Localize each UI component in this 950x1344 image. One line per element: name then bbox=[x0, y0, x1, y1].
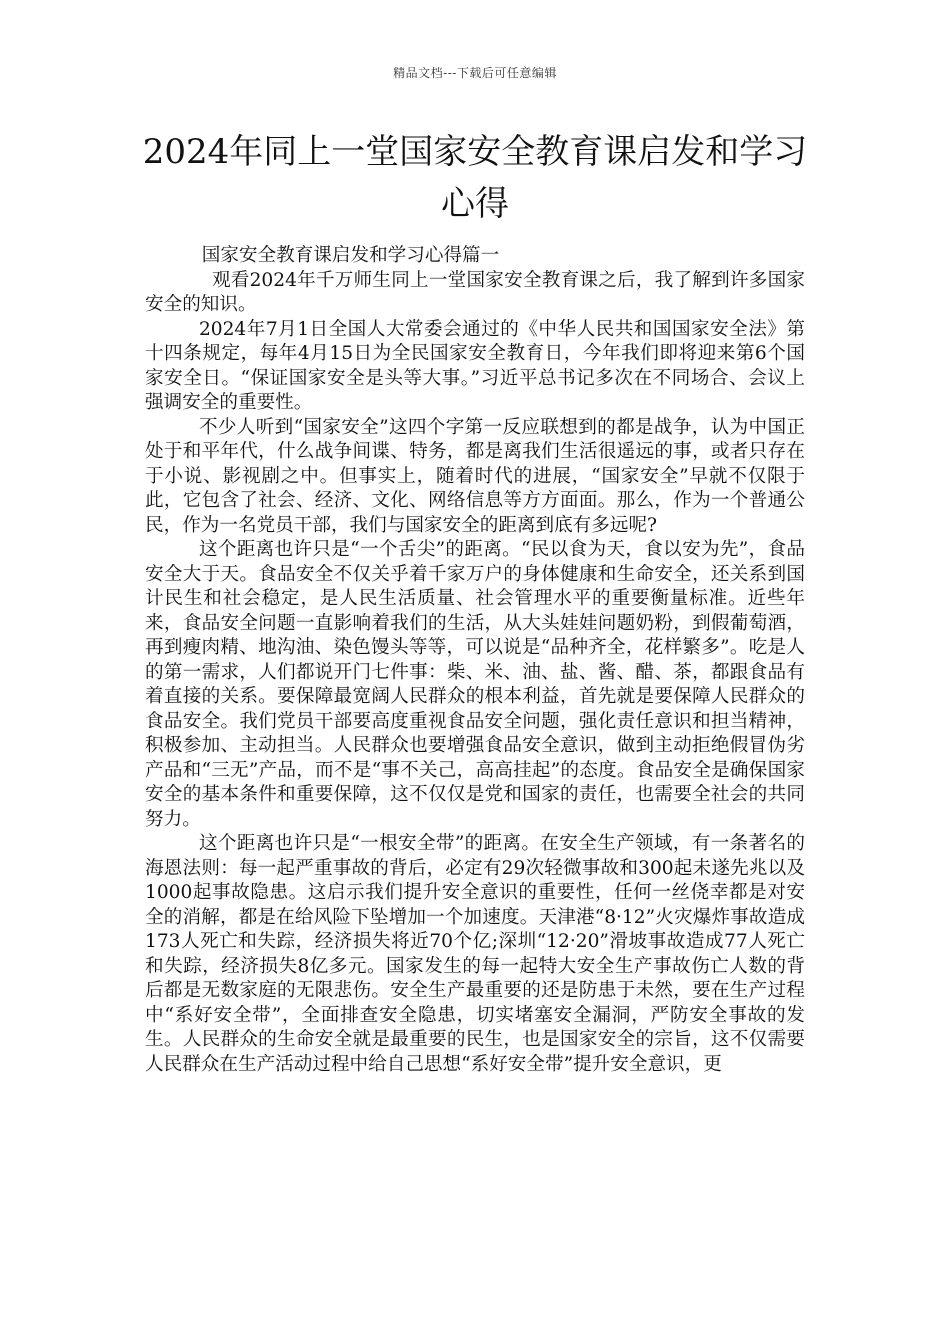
document-title: 2024年同上一堂国家安全教育课启发和学习心得 bbox=[142, 132, 808, 224]
section-heading: 国家安全教育课启发和学习心得篇一 bbox=[201, 245, 500, 266]
paragraph: 不少人听到“国家安全”这四个字第一反应联想到的都是战争，认为中国正处于和平年代，什么战争间谍、特务，都是离我们生活很遥远的事，或者只存在于小说、影视剧之中。但事实上，随着时代的进展，“国家安全”早就不仅限于此，它包含了社会、经济、文化、网络信息等方方面面。那么，作为一个普通公民，作为一名党员干部，我们与国家安全的距离到底有多远呢? bbox=[145, 416, 805, 536]
paragraph: 这个距离也许只是“一根安全带”的距离。在安全生产领域，有一条著名的海恩法则：每一起严重事故的背后，必定有29次轻微事故和300起未遂先兆以及1000起事故隐患。这启示我们提升安全意识的重要性，任何一丝侥幸都是对安全的消解，都是在给风险下坠增加一个加速度。天津港“8·12”火灾爆炸事故造成173人死亡和失踪，经济损失将近70个亿;深圳“12·20”滑坡事故造成77人死亡和失踪，经济损失8亿多元。国家发生的每一起特大安全生产事故伤亡人数的背后都是无数家庭的无限悲伤。安全生产最重要的还是防患于未然，要在生产过程中“系好安全带”，全面排查安全隐患，切实堵塞安全漏洞，严防安全事故的发生。人民群众的生命安全就是最重要的民生，也是国家安全的宗旨，这不仅需要人民群众在生产活动过程中给自己思想“系好安全带”提升安全意识，更 bbox=[145, 833, 805, 1075]
paragraph: 观看2024年千万师生同上一堂国家安全教育课之后，我了解到许多国家安全的知识。 bbox=[145, 269, 805, 315]
document-body bbox=[145, 244, 805, 1077]
paragraph: 2024年7月1日全国人大常委会通过的《中华人民共和国国家安全法》第十四条规定，每年4月15日为全民国家安全教育日，今年我们即将迎来第6个国家安全日。“保证国家安全是头等大事。”习近平总书记多次在不同场合、会议上强调安全的重要性。 bbox=[145, 318, 805, 413]
paragraph: 这个距离也许只是“一个舌尖”的距离。“民以食为天，食以安为先”，食品安全大于天。食品安全不仅关乎着千家万户的身体健康和生命安全，还关系到国计民生和社会稳定，是人民生活质量、社会管理水平的重要衡量标准。近些年来，食品安全问题一直影响着我们的生活，从大头娃娃问题奶粉，到假葡萄酒，再到瘦肉精、地沟油、染色馒头等等，可以说是“品种齐全，花样繁多”。吃是人的第一需求，人们都说开门七件事：柴、米、油、盐、酱、醋、茶，都跟食品有着直接的关系。要保障最宽阔人民群众的根本利益，首先就是要保障人民群众的食品安全。我们党员干部要高度重视食品安全问题，强化责任意识和担当精神，积极参加、主动担当。人民群众也要增强食品安全意识，做到主动拒绝假冒伪劣产品和“三无”产品，而不是“事不关己，高高挂起”的态度。食品安全是确保国家安全的基本条件和重要保障，这不仅仅是党和国家的责任，也需要全社会的共同努力。 bbox=[145, 539, 805, 830]
header-note: 精品文档---下载后可任意编辑 bbox=[393, 66, 557, 80]
